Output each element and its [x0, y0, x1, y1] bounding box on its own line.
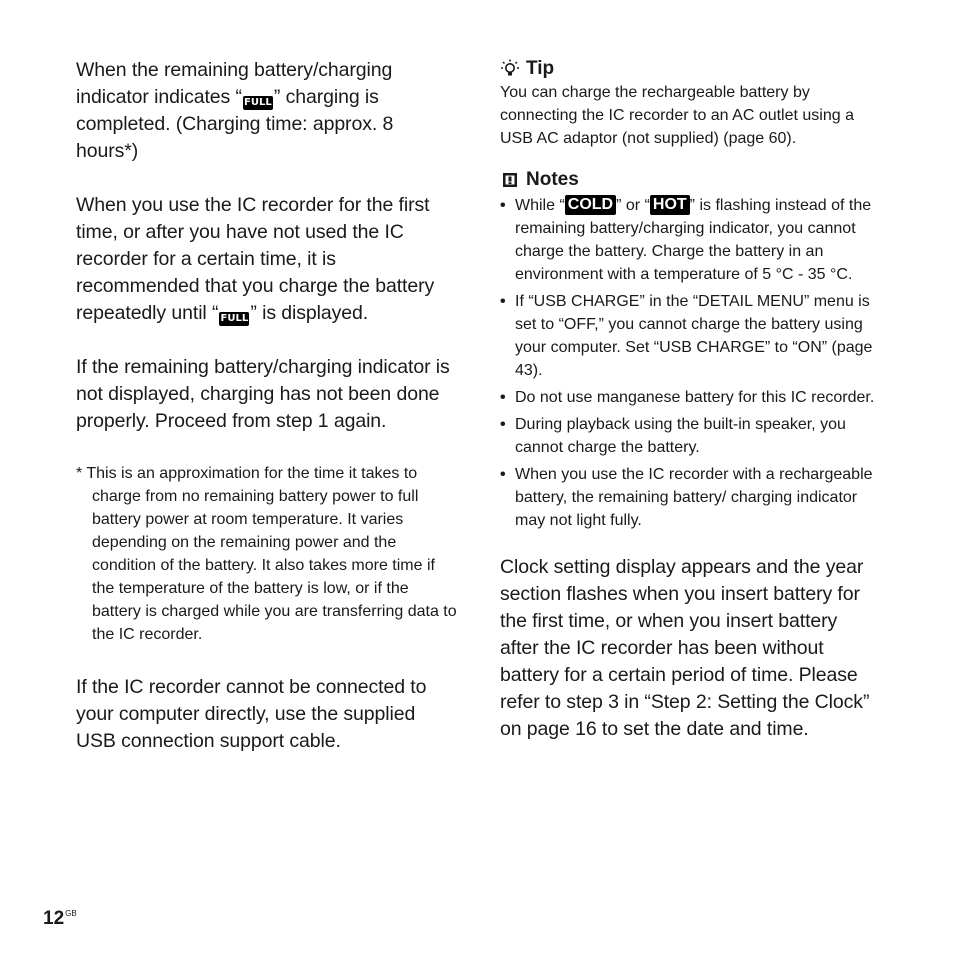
note-text: When you use the IC recorder with a rechargeable battery, the remaining battery/ charging indicator may not light fully.: [515, 466, 873, 529]
bullet: •: [500, 389, 506, 406]
note-text: Do not use manganese battery for this IC recorder.: [515, 389, 875, 406]
list-item: [500, 463, 880, 532]
hot-indicator-icon: HOT: [650, 195, 690, 215]
text-segment: ” or “: [616, 197, 650, 214]
bullet: •: [500, 466, 506, 483]
left-column: [76, 57, 460, 782]
text-segment: When you use the IC recorder for the first time, or after you have not used the IC recorder for a certain time, it is recommended that you charge the battery repeatedly until “: [76, 194, 435, 324]
text-segment: While “: [515, 197, 565, 214]
text-segment: ” is flashing instead of the remaining battery/charging indicator, you cannot charge the battery. Charge the battery in an environment with a temperature of 5 °C - 35 °C.: [515, 197, 872, 283]
tip-title: Tip: [526, 58, 555, 79]
tip-body: You can charge the rechargeable battery by connecting the IC recorder to an AC outlet using a USB AC adaptor (not supplied) (page 60).: [500, 84, 854, 147]
tip-heading: [500, 57, 880, 81]
list-item: [500, 386, 880, 409]
usb-cable-paragraph: If the IC recorder cannot be connected to your computer directly, use the supplied USB connection support cable.: [76, 676, 427, 752]
text-segment: ” charging is completed. (Charging time: approx. 8 hours*): [76, 86, 394, 162]
lightbulb-icon: [500, 59, 520, 79]
page-number-suffix: GB: [65, 909, 77, 918]
page-number-value: 12: [43, 908, 65, 929]
cold-indicator-icon: COLD: [565, 195, 616, 215]
notes-title: Notes: [526, 169, 579, 190]
page-number: [43, 908, 77, 930]
notes-heading: [500, 168, 880, 192]
battery-full-icon: FULL: [220, 313, 249, 324]
list-item: [500, 290, 880, 382]
first-use-paragraph: [76, 192, 460, 327]
note-text: During playback using the built-in speaker, you cannot charge the battery.: [515, 416, 846, 456]
list-item: [500, 413, 880, 459]
indicator-not-displayed-paragraph: If the remaining battery/charging indicator is not displayed, charging has not been done properly. Proceed from step 1 again.: [76, 356, 450, 432]
text-segment: ” is displayed.: [250, 302, 369, 324]
bullet: •: [500, 293, 506, 310]
note-text: If “USB CHARGE” in the “DETAIL MENU” menu is set to “OFF,” you cannot charge the battery using your computer. Set “USB CHARGE” to “ON” (page 43).: [515, 293, 873, 379]
notes-list: [500, 194, 880, 532]
charging-time-footnote: * This is an approximation for the time it takes to charge from no remaining battery power to full battery power at room temperature. It varies depending on the remaining power and the condition of the battery. It also takes more time if the temperature of the battery is low, or if the battery is charged while you are transferring data to the IC recorder.: [76, 465, 457, 643]
bullet: •: [500, 416, 506, 433]
note-icon: [500, 170, 520, 190]
list-item: [500, 194, 880, 286]
battery-full-icon: FULL: [244, 97, 272, 108]
text-segment: When the remaining battery/charging indicator indicates “: [76, 59, 393, 108]
right-column: [500, 57, 880, 770]
clock-setting-paragraph: Clock setting display appears and the year section flashes when you insert battery for the first time, or when you insert battery after the IC recorder has been without battery for a certain period of time. Please refer to step 3 in “Step 2: Setting the Clock” on page 16 to set the date and time.: [500, 556, 870, 740]
bullet: •: [500, 197, 506, 214]
charging-complete-paragraph: [76, 57, 460, 165]
